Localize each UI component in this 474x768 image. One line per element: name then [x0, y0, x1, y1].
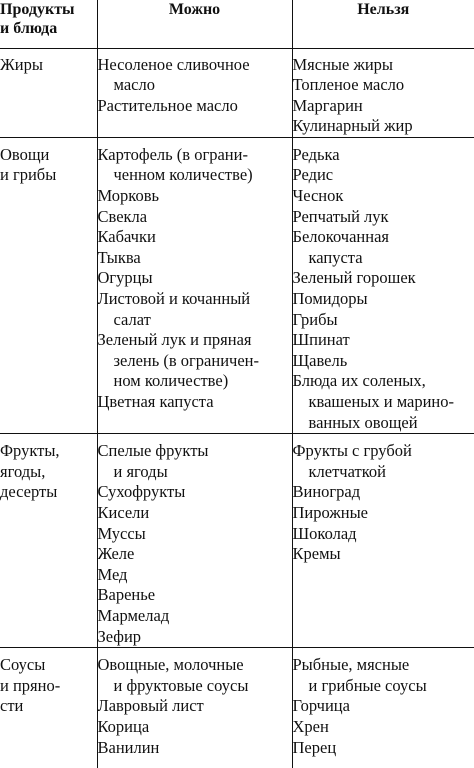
forbidden-item: Мясные жиры [293, 55, 474, 76]
allowed-item: Желе [98, 544, 292, 565]
allowed-item: Ванилин [98, 738, 292, 759]
header-category [0, 0, 97, 48]
allowed-item: Морковь [98, 186, 292, 207]
forbidden-item: Виноград [293, 482, 474, 503]
allowed-item: Листовой и кочанный [98, 289, 292, 310]
category-text: десерты [0, 482, 97, 503]
category-cell [0, 648, 97, 768]
forbidden-item: Топленое масло [293, 75, 474, 96]
allowed-item: Лавровый лист [98, 696, 292, 717]
forbidden-item: и грибные соусы [293, 676, 474, 697]
category-text: Овощи [0, 145, 97, 166]
allowed-item: салат [98, 310, 292, 331]
forbidden-item: Редька [293, 145, 474, 166]
category-text: Фрукты, [0, 441, 97, 462]
header-category-line: Продукты [0, 0, 97, 19]
table-header-row [0, 0, 474, 48]
forbidden-cell [292, 48, 474, 137]
allowed-item: Мед [98, 565, 292, 586]
forbidden-item: Чеснок [293, 186, 474, 207]
forbidden-item: Помидоры [293, 289, 474, 310]
forbidden-cell [292, 434, 474, 648]
allowed-item: Овощные, молочные [98, 655, 292, 676]
forbidden-item: Белокочанная [293, 227, 474, 248]
forbidden-item: Кремы [293, 544, 474, 565]
forbidden-item: Рыбные, мясные [293, 655, 474, 676]
category-text: и пряно- [0, 676, 97, 697]
allowed-item: Огурцы [98, 268, 292, 289]
allowed-item: Зефир [98, 627, 292, 648]
forbidden-item: квашеных и марино- [293, 392, 474, 413]
table-row [0, 648, 474, 768]
forbidden-item: Репчатый лук [293, 207, 474, 228]
category-cell [0, 137, 97, 433]
allowed-item: Спелые фрукты [98, 441, 292, 462]
category-text: Соусы [0, 655, 97, 676]
allowed-cell [97, 48, 292, 137]
allowed-item: Растительное масло [98, 96, 292, 117]
category-cell [0, 48, 97, 137]
allowed-item: Зеленый лук и пряная [98, 330, 292, 351]
forbidden-cell [292, 137, 474, 433]
forbidden-item: Фрукты с грубой [293, 441, 474, 462]
allowed-item: Корица [98, 717, 292, 738]
forbidden-item: Щавель [293, 351, 474, 372]
allowed-item: Цветная капуста [98, 392, 292, 413]
allowed-item: масло [98, 75, 292, 96]
allowed-cell [97, 648, 292, 768]
allowed-item: Сухофрукты [98, 482, 292, 503]
forbidden-item: Пирожные [293, 503, 474, 524]
forbidden-item: Редис [293, 165, 474, 186]
category-text: ягоды, [0, 462, 97, 483]
forbidden-item: Шоколад [293, 524, 474, 545]
forbidden-item: капуста [293, 248, 474, 269]
allowed-item: Несоленое сливочное [98, 55, 292, 76]
forbidden-item: ванных овощей [293, 413, 474, 434]
forbidden-item: клетчаткой [293, 462, 474, 483]
forbidden-item: Зеленый горошек [293, 268, 474, 289]
header-cannot: Нельзя [292, 0, 474, 48]
allowed-item: ченном количестве) [98, 165, 292, 186]
allowed-item: ном количестве) [98, 371, 292, 392]
forbidden-item: Грибы [293, 310, 474, 331]
allowed-item: Варенье [98, 585, 292, 606]
header-category-line: и блюда [0, 19, 97, 38]
forbidden-item: Блюда их соленых, [293, 371, 474, 392]
category-cell [0, 434, 97, 648]
allowed-item: и ягоды [98, 462, 292, 483]
allowed-item: Картофель (в ограни- [98, 145, 292, 166]
allowed-item: Тыква [98, 248, 292, 269]
forbidden-cell [292, 648, 474, 768]
header-can: Можно [97, 0, 292, 48]
forbidden-item: Шпинат [293, 330, 474, 351]
allowed-item: зелень (в ограничен- [98, 351, 292, 372]
table-row [0, 48, 474, 137]
table-row [0, 434, 474, 648]
allowed-cell [97, 137, 292, 433]
allowed-item: Кабачки [98, 227, 292, 248]
forbidden-item: Горчица [293, 696, 474, 717]
category-text: и грибы [0, 165, 97, 186]
category-text: сти [0, 696, 97, 717]
allowed-item: Мармелад [98, 606, 292, 627]
forbidden-item: Хрен [293, 717, 474, 738]
allowed-cell [97, 434, 292, 648]
category-text: Жиры [0, 55, 97, 76]
allowed-item: Кисели [98, 503, 292, 524]
allowed-item: и фруктовые соусы [98, 676, 292, 697]
forbidden-item: Перец [293, 738, 474, 759]
forbidden-item: Кулинарный жир [293, 116, 474, 137]
allowed-item: Свекла [98, 207, 292, 228]
forbidden-item: Маргарин [293, 96, 474, 117]
allowed-item: Муссы [98, 524, 292, 545]
table-row [0, 137, 474, 433]
